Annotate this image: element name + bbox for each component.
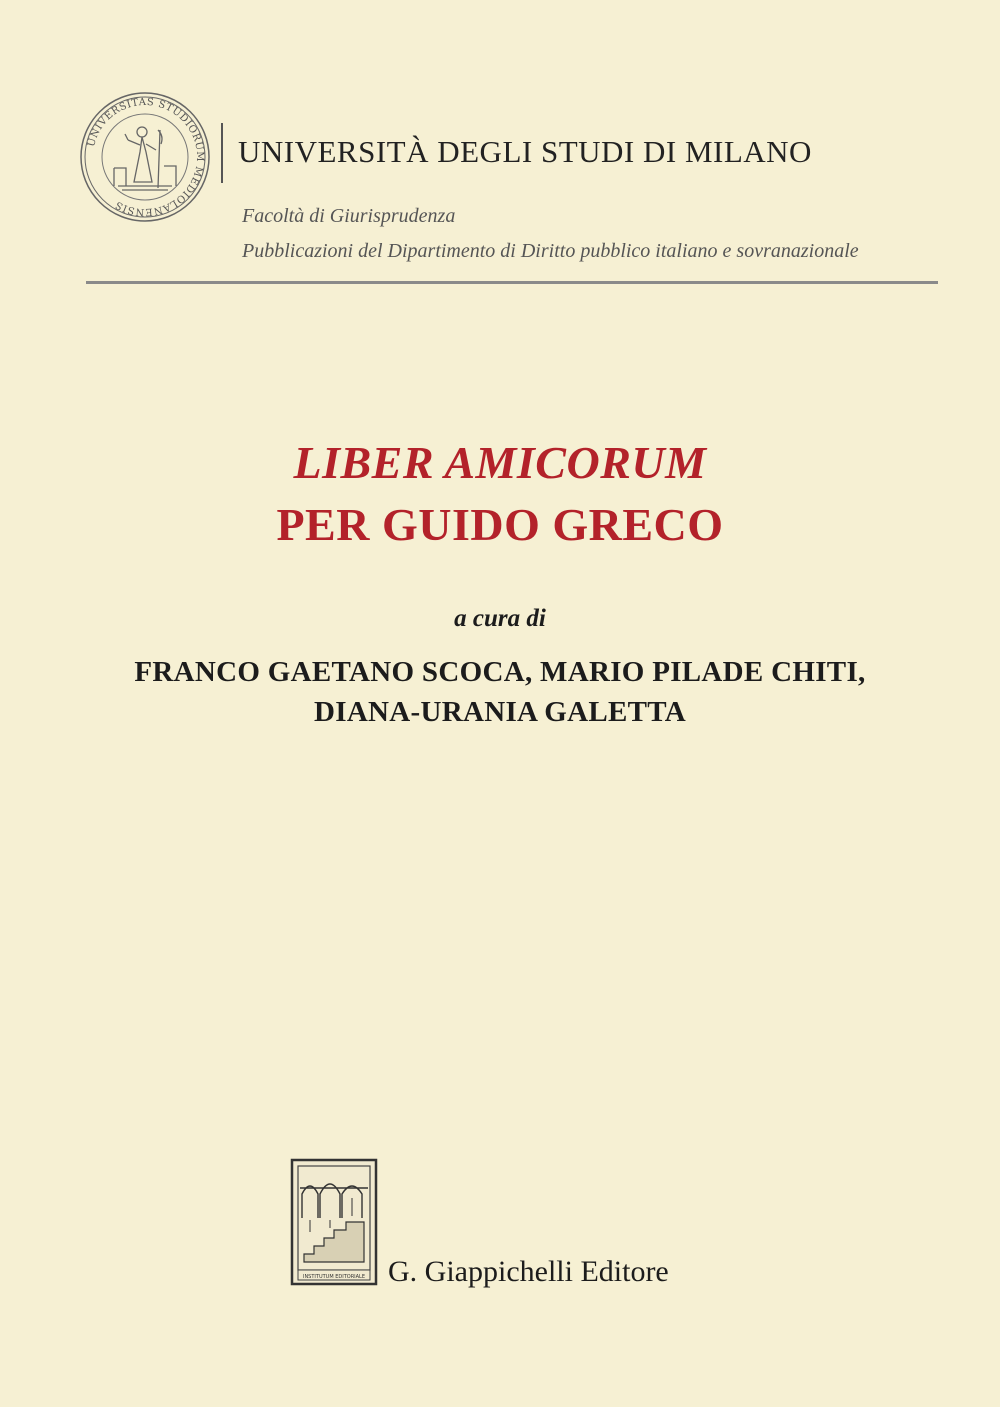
faculty-name: Facoltà di Giurisprudenza [242,205,456,227]
publisher-logo [290,1158,378,1286]
book-title-line1: LIBER AMICORUM [293,437,707,488]
header-rule [86,281,938,284]
book-title-line2: PER GUIDO GRECO [276,499,724,550]
publisher-logo-text: INSTITUTUM EDITORIALE [302,1274,366,1280]
editors-names-line2: DIANA-URANIA GALETTA [313,696,687,728]
editors-intro: a cura di [454,605,546,632]
editors-names-line1: FRANCO GAETANO SCOCA, MARIO PILADE CHITI, [134,656,866,688]
university-seal-logo [78,90,212,224]
department-series: Pubblicazioni del Dipartimento di Diritto pubblico italiano e sovranazionale [242,240,859,262]
publisher-name: G. Giappichelli Editore [388,1255,669,1288]
university-name: UNIVERSITÀ DEGLI STUDI DI MILANO [238,134,812,169]
seal-inscription: UNIVERSITAS STUDIORUM MEDIOLANENSIS [86,96,206,218]
header-divider [221,123,223,183]
